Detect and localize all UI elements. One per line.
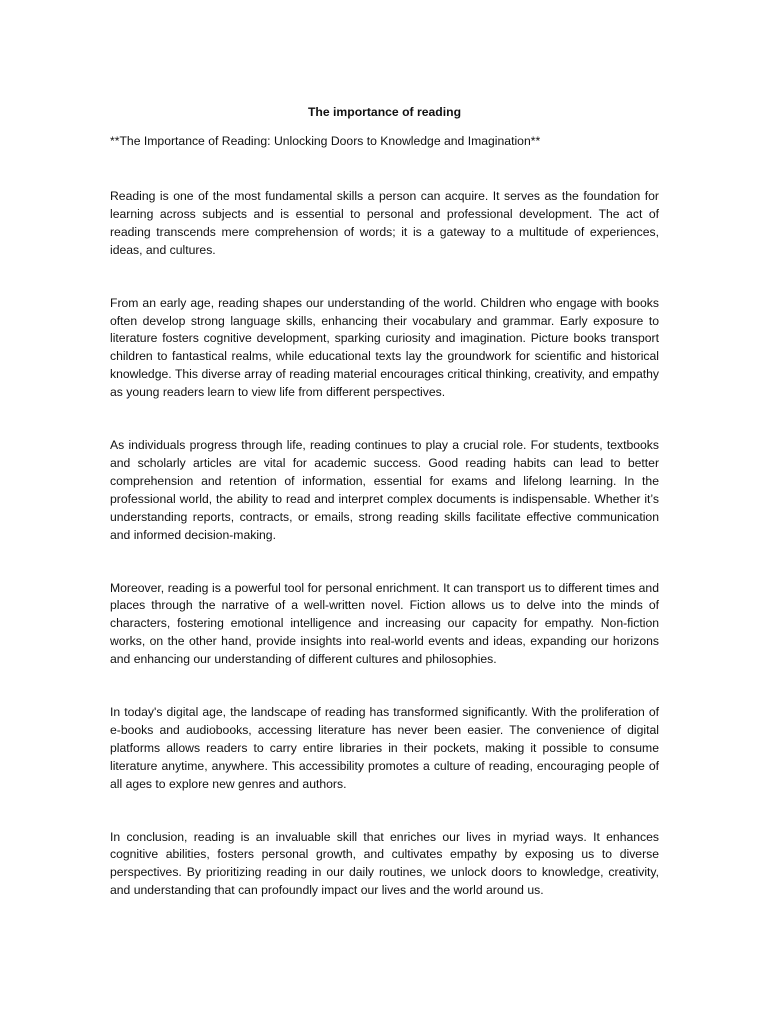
document-subtitle: **The Importance of Reading: Unlocking Doors to Knowledge and Imagination**: [110, 134, 541, 148]
paragraph-life-progress: As individuals progress through life, reading continues to play a crucial role. For students, textbooks and scholarly articles are vital for academic success. Good reading habits can lead to better comprehension and retention of information, essential for exams and lifelong learning. In the professional world, the ability to read and interpret complex documents is indispensable. Whether it’s understanding reports, contracts, or emails, strong reading skills facilitate effective communication and informed decision-making.: [110, 438, 659, 542]
document-body: [110, 188, 659, 900]
paragraph-introduction: Reading is one of the most fundamental skills a person can acquire. It serves as the foundation for learning across subjects and is essential to personal and professional development. The act of reading transcends mere comprehension of words; it is a gateway to a multitude of experiences, ideas, and cultures.: [110, 189, 659, 257]
paragraph-early-age: From an early age, reading shapes our understanding of the world. Children who engage with books often develop strong language skills, enhancing their vocabulary and grammar. Early exposure to literature fosters cognitive development, sparking curiosity and imagination. Picture books transport children to fantastical realms, while educational texts lay the groundwork for scientific and historical knowledge. This diverse array of reading material encourages critical thinking, creativity, and empathy as young readers learn to view life from different perspectives.: [110, 295, 659, 400]
document-title: The importance of reading: [307, 105, 462, 119]
paragraph-digital-age: In today's digital age, the landscape of reading has transformed significantly. With the proliferation of e-books and audiobooks, accessing literature has never been easier. The convenience of digital platforms allows readers to carry entire libraries in their pockets, making it possible to consume literature anytime, anywhere. This accessibility promotes a culture of reading, encouraging people of all ages to explore new genres and authors.: [110, 705, 659, 791]
paragraph-conclusion: In conclusion, reading is an invaluable skill that enriches our lives in myriad ways. It enhances cognitive abilities, fosters personal growth, and cultivates empathy by exposing us to diverse perspectives. By prioritizing reading in our daily routines, we unlock doors to knowledge, creativity, and understanding that can profoundly impact our lives and the world around us.: [110, 829, 659, 898]
paragraph-personal-enrichment: Moreover, reading is a powerful tool for personal enrichment. It can transport us to different times and places through the narrative of a well-written novel. Fiction allows us to delve into the minds of characters, fostering emotional intelligence and increasing our capacity for empathy. Non-fiction works, on the other hand, provide insights into real-world events and ideas, expanding our horizons and enhancing our understanding of different cultures and philosophies.: [110, 580, 659, 667]
document-content: [110, 103, 659, 900]
